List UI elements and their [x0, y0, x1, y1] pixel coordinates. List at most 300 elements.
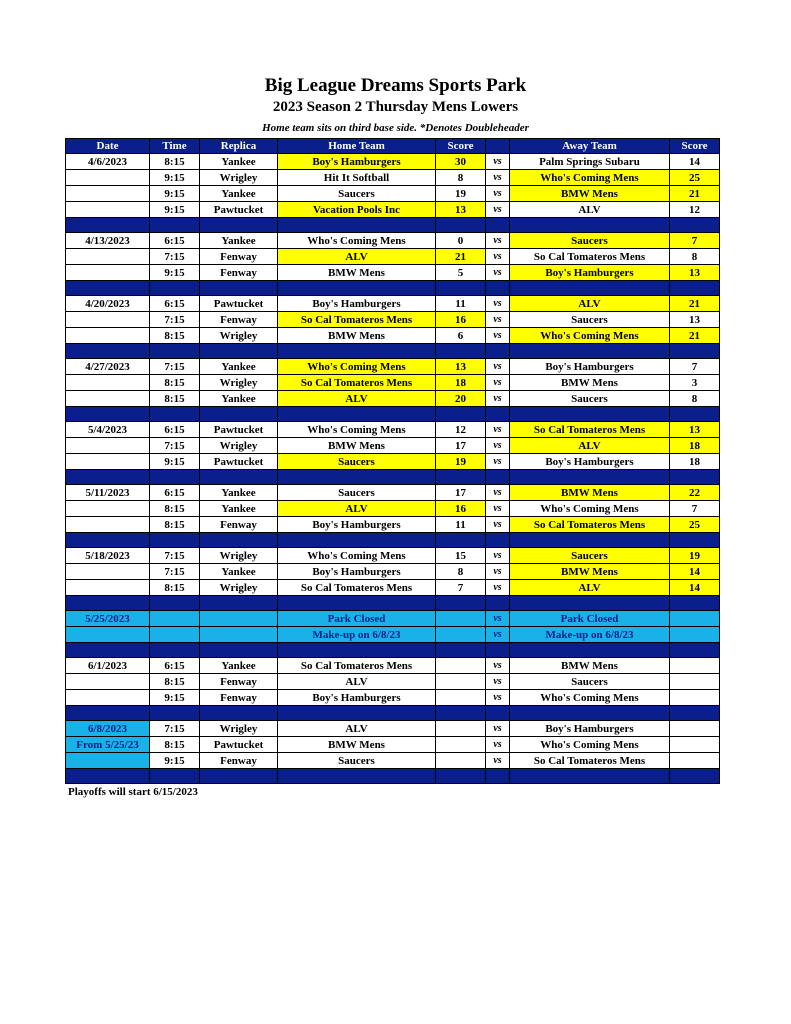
vs-label: vs: [486, 627, 510, 643]
separator-cell: [510, 706, 670, 721]
home-score: 8: [436, 564, 486, 580]
away-team: So Cal Tomateros Mens: [510, 753, 670, 769]
home-team: ALV: [278, 391, 436, 407]
away-team: Boy's Hamburgers: [510, 721, 670, 737]
game-time: [150, 627, 200, 643]
game-row: [66, 753, 720, 769]
game-date: 5/11/2023: [66, 485, 150, 501]
away-team: Park Closed: [510, 611, 670, 627]
separator-cell: [436, 470, 486, 485]
game-time: 9:15: [150, 690, 200, 706]
game-row: [66, 422, 720, 438]
playoffs-note: Playoffs will start 6/15/2023: [68, 786, 198, 798]
away-score: [670, 721, 720, 737]
game-date: [66, 501, 150, 517]
separator-cell: [150, 407, 200, 422]
game-field: Pawtucket: [200, 737, 278, 753]
separator-cell: [670, 470, 720, 485]
away-score: 7: [670, 233, 720, 249]
away-score: 14: [670, 564, 720, 580]
away-team: Who's Coming Mens: [510, 170, 670, 186]
separator-cell: [66, 643, 150, 658]
away-score: [670, 737, 720, 753]
game-field: [200, 627, 278, 643]
col-header-date: Date: [66, 139, 150, 154]
away-score: 3: [670, 375, 720, 391]
separator-cell: [200, 470, 278, 485]
vs-label: vs: [486, 422, 510, 438]
away-team: BMW Mens: [510, 186, 670, 202]
game-date: [66, 438, 150, 454]
separator-cell: [510, 281, 670, 296]
away-score: 8: [670, 391, 720, 407]
home-team: ALV: [278, 674, 436, 690]
vs-label: vs: [486, 186, 510, 202]
separator-cell: [486, 596, 510, 611]
game-time: 8:15: [150, 154, 200, 170]
away-team: BMW Mens: [510, 658, 670, 674]
separator-cell: [510, 470, 670, 485]
away-score: [670, 690, 720, 706]
page-subtitle: 2023 Season 2 Thursday Mens Lowers: [272, 99, 519, 115]
away-team: So Cal Tomateros Mens: [510, 249, 670, 265]
game-row: [66, 580, 720, 596]
game-time: 6:15: [150, 233, 200, 249]
away-team: ALV: [510, 202, 670, 218]
vs-label: vs: [486, 312, 510, 328]
away-score: [670, 753, 720, 769]
home-team: Boy's Hamburgers: [278, 517, 436, 533]
away-team: ALV: [510, 438, 670, 454]
game-time: 8:15: [150, 375, 200, 391]
vs-label: vs: [486, 328, 510, 344]
separator-cell: [200, 344, 278, 359]
separator-cell: [486, 769, 510, 784]
game-row: [66, 690, 720, 706]
game-row: [66, 202, 720, 218]
game-date: [66, 170, 150, 186]
away-score: 14: [670, 580, 720, 596]
game-time: 8:15: [150, 501, 200, 517]
separator-cell: [486, 706, 510, 721]
game-date: 6/8/2023: [66, 721, 150, 737]
col-header-replica: Replica: [200, 139, 278, 154]
game-date: 4/20/2023: [66, 296, 150, 312]
home-score: 21: [436, 249, 486, 265]
separator-cell: [150, 596, 200, 611]
vs-label: vs: [486, 391, 510, 407]
game-row: [66, 154, 720, 170]
away-team: Saucers: [510, 548, 670, 564]
separator-cell: [200, 281, 278, 296]
away-team: So Cal Tomateros Mens: [510, 517, 670, 533]
game-row: [66, 454, 720, 470]
home-team: ALV: [278, 501, 436, 517]
game-row: [66, 296, 720, 312]
home-score: 18: [436, 375, 486, 391]
game-date: [66, 690, 150, 706]
game-time: 9:15: [150, 170, 200, 186]
home-team: Saucers: [278, 454, 436, 470]
home-score: 5: [436, 265, 486, 281]
game-date: [66, 517, 150, 533]
home-score: 13: [436, 359, 486, 375]
game-time: 7:15: [150, 312, 200, 328]
game-field: Wrigley: [200, 721, 278, 737]
separator-cell: [486, 281, 510, 296]
vs-label: vs: [486, 690, 510, 706]
away-score: 7: [670, 359, 720, 375]
away-score: 14: [670, 154, 720, 170]
game-date: 4/27/2023: [66, 359, 150, 375]
away-score: 7: [670, 501, 720, 517]
away-score: 13: [670, 312, 720, 328]
separator-cell: [436, 281, 486, 296]
separator-cell: [66, 281, 150, 296]
away-team: Palm Springs Subaru: [510, 154, 670, 170]
game-field: Fenway: [200, 249, 278, 265]
home-team: BMW Mens: [278, 438, 436, 454]
separator-cell: [150, 533, 200, 548]
week-separator: [66, 470, 720, 485]
game-date: [66, 753, 150, 769]
vs-label: vs: [486, 501, 510, 517]
away-score: 21: [670, 328, 720, 344]
week-separator: [66, 706, 720, 721]
separator-cell: [510, 596, 670, 611]
game-date: [66, 454, 150, 470]
game-row: [66, 170, 720, 186]
game-time: 7:15: [150, 438, 200, 454]
page-title: Big League Dreams Sports Park: [264, 75, 527, 96]
game-field: Yankee: [200, 233, 278, 249]
col-header-home-score: Score: [436, 139, 486, 154]
home-score: 11: [436, 517, 486, 533]
vs-label: vs: [486, 517, 510, 533]
separator-cell: [670, 596, 720, 611]
vs-label: vs: [486, 548, 510, 564]
home-team: So Cal Tomateros Mens: [278, 312, 436, 328]
separator-cell: [486, 218, 510, 233]
week-separator: [66, 769, 720, 784]
away-team: Who's Coming Mens: [510, 501, 670, 517]
separator-cell: [278, 706, 436, 721]
vs-label: vs: [486, 454, 510, 470]
home-team: Who's Coming Mens: [278, 359, 436, 375]
home-score: 12: [436, 422, 486, 438]
game-date: 5/25/2023: [66, 611, 150, 627]
game-row: [66, 249, 720, 265]
game-field: Fenway: [200, 312, 278, 328]
separator-cell: [66, 706, 150, 721]
separator-cell: [436, 643, 486, 658]
game-time: 7:15: [150, 249, 200, 265]
away-team: Saucers: [510, 391, 670, 407]
vs-label: vs: [486, 674, 510, 690]
away-team: Saucers: [510, 674, 670, 690]
game-date: [66, 202, 150, 218]
home-score: [436, 721, 486, 737]
game-field: Pawtucket: [200, 454, 278, 470]
separator-cell: [66, 344, 150, 359]
away-score: 18: [670, 438, 720, 454]
home-team: Boy's Hamburgers: [278, 296, 436, 312]
game-date: 6/1/2023: [66, 658, 150, 674]
game-field: Wrigley: [200, 375, 278, 391]
home-score: 17: [436, 438, 486, 454]
game-row: [66, 312, 720, 328]
separator-cell: [150, 218, 200, 233]
away-team: ALV: [510, 296, 670, 312]
game-field: Fenway: [200, 265, 278, 281]
separator-cell: [200, 769, 278, 784]
vs-label: vs: [486, 249, 510, 265]
home-score: 16: [436, 312, 486, 328]
separator-cell: [278, 344, 436, 359]
game-date: [66, 627, 150, 643]
home-score: 13: [436, 202, 486, 218]
home-score: [436, 753, 486, 769]
game-row: [66, 359, 720, 375]
away-team: Boy's Hamburgers: [510, 265, 670, 281]
vs-label: vs: [486, 265, 510, 281]
game-time: 8:15: [150, 674, 200, 690]
home-team: Park Closed: [278, 611, 436, 627]
vs-label: vs: [486, 485, 510, 501]
schedule-table: [65, 138, 720, 784]
game-time: 8:15: [150, 517, 200, 533]
vs-label: vs: [486, 438, 510, 454]
game-date: [66, 249, 150, 265]
game-time: 7:15: [150, 721, 200, 737]
vs-label: vs: [486, 721, 510, 737]
separator-cell: [150, 706, 200, 721]
separator-cell: [150, 470, 200, 485]
away-score: 8: [670, 249, 720, 265]
away-score: 21: [670, 296, 720, 312]
game-date: [66, 674, 150, 690]
away-team: Make-up on 6/8/23: [510, 627, 670, 643]
away-score: 25: [670, 170, 720, 186]
game-date: [66, 312, 150, 328]
game-time: 9:15: [150, 753, 200, 769]
separator-cell: [66, 769, 150, 784]
game-time: 9:15: [150, 186, 200, 202]
game-date: From 5/25/23: [66, 737, 150, 753]
vs-label: vs: [486, 296, 510, 312]
away-team: Who's Coming Mens: [510, 690, 670, 706]
game-row: [66, 438, 720, 454]
vs-label: vs: [486, 170, 510, 186]
separator-cell: [278, 470, 436, 485]
separator-cell: [66, 470, 150, 485]
separator-cell: [150, 643, 200, 658]
home-team: Boy's Hamburgers: [278, 154, 436, 170]
home-score: [436, 690, 486, 706]
vs-label: vs: [486, 154, 510, 170]
home-team: BMW Mens: [278, 328, 436, 344]
game-field: Pawtucket: [200, 296, 278, 312]
away-score: 19: [670, 548, 720, 564]
game-date: [66, 375, 150, 391]
home-team: Saucers: [278, 485, 436, 501]
separator-cell: [486, 643, 510, 658]
home-team: So Cal Tomateros Mens: [278, 658, 436, 674]
game-field: Pawtucket: [200, 422, 278, 438]
home-score: [436, 674, 486, 690]
game-field: Yankee: [200, 501, 278, 517]
home-score: 6: [436, 328, 486, 344]
game-field: Yankee: [200, 485, 278, 501]
separator-cell: [278, 281, 436, 296]
col-header-away-score: Score: [670, 139, 720, 154]
game-field: Yankee: [200, 186, 278, 202]
separator-cell: [670, 344, 720, 359]
away-team: Boy's Hamburgers: [510, 454, 670, 470]
separator-cell: [278, 643, 436, 658]
schedule-note: Home team sits on third base side. *Denotes Doubleheader: [262, 122, 529, 134]
game-time: 6:15: [150, 422, 200, 438]
game-row: [66, 375, 720, 391]
game-field: Wrigley: [200, 580, 278, 596]
vs-label: vs: [486, 375, 510, 391]
home-score: 11: [436, 296, 486, 312]
game-time: 8:15: [150, 328, 200, 344]
col-header-vs: [486, 139, 510, 154]
home-team: ALV: [278, 721, 436, 737]
home-score: 8: [436, 170, 486, 186]
game-field: Yankee: [200, 391, 278, 407]
game-time: 9:15: [150, 265, 200, 281]
vs-label: vs: [486, 753, 510, 769]
col-header-time: Time: [150, 139, 200, 154]
game-row: [66, 485, 720, 501]
game-row: [66, 737, 720, 753]
vs-label: vs: [486, 233, 510, 249]
separator-cell: [150, 769, 200, 784]
separator-cell: [200, 643, 278, 658]
home-team: BMW Mens: [278, 265, 436, 281]
game-time: 8:15: [150, 580, 200, 596]
game-row: [66, 265, 720, 281]
away-score: 13: [670, 265, 720, 281]
away-score: 18: [670, 454, 720, 470]
away-score: [670, 674, 720, 690]
game-row: [66, 564, 720, 580]
separator-cell: [436, 407, 486, 422]
game-date: 5/4/2023: [66, 422, 150, 438]
home-team: So Cal Tomateros Mens: [278, 375, 436, 391]
game-row: [66, 186, 720, 202]
game-row: [66, 674, 720, 690]
home-score: 17: [436, 485, 486, 501]
game-row: [66, 328, 720, 344]
game-field: Yankee: [200, 359, 278, 375]
separator-cell: [66, 407, 150, 422]
week-separator: [66, 596, 720, 611]
vs-label: vs: [486, 359, 510, 375]
separator-cell: [670, 706, 720, 721]
home-score: 19: [436, 454, 486, 470]
game-date: [66, 564, 150, 580]
away-team: Who's Coming Mens: [510, 737, 670, 753]
home-score: 15: [436, 548, 486, 564]
game-field: Fenway: [200, 517, 278, 533]
home-score: [436, 611, 486, 627]
separator-cell: [436, 706, 486, 721]
separator-cell: [150, 344, 200, 359]
vs-label: vs: [486, 202, 510, 218]
away-team: BMW Mens: [510, 564, 670, 580]
home-score: 30: [436, 154, 486, 170]
home-team: Vacation Pools Inc: [278, 202, 436, 218]
separator-cell: [670, 769, 720, 784]
separator-cell: [510, 218, 670, 233]
home-score: 16: [436, 501, 486, 517]
home-team: BMW Mens: [278, 737, 436, 753]
away-team: Saucers: [510, 233, 670, 249]
game-field: Pawtucket: [200, 202, 278, 218]
home-score: 20: [436, 391, 486, 407]
away-score: 13: [670, 422, 720, 438]
game-date: [66, 186, 150, 202]
home-score: 7: [436, 580, 486, 596]
game-date: [66, 580, 150, 596]
game-field: [200, 611, 278, 627]
vs-label: vs: [486, 737, 510, 753]
separator-cell: [436, 596, 486, 611]
game-field: Yankee: [200, 564, 278, 580]
home-team: Who's Coming Mens: [278, 233, 436, 249]
separator-cell: [436, 533, 486, 548]
away-score: [670, 658, 720, 674]
separator-cell: [278, 218, 436, 233]
home-team: Who's Coming Mens: [278, 548, 436, 564]
game-field: Fenway: [200, 690, 278, 706]
home-team: So Cal Tomateros Mens: [278, 580, 436, 596]
home-score: [436, 627, 486, 643]
game-row: [66, 548, 720, 564]
game-row: [66, 658, 720, 674]
separator-cell: [510, 344, 670, 359]
week-separator: [66, 218, 720, 233]
home-team: ALV: [278, 249, 436, 265]
game-time: 7:15: [150, 564, 200, 580]
game-field: Wrigley: [200, 170, 278, 186]
game-row: [66, 233, 720, 249]
separator-cell: [150, 281, 200, 296]
week-separator: [66, 533, 720, 548]
home-score: [436, 737, 486, 753]
home-team: Saucers: [278, 753, 436, 769]
separator-cell: [66, 533, 150, 548]
home-team: Who's Coming Mens: [278, 422, 436, 438]
home-score: 0: [436, 233, 486, 249]
separator-cell: [510, 533, 670, 548]
away-score: 25: [670, 517, 720, 533]
separator-cell: [510, 643, 670, 658]
col-header-home-team: Home Team: [278, 139, 436, 154]
game-row: [66, 517, 720, 533]
separator-cell: [200, 596, 278, 611]
separator-cell: [486, 470, 510, 485]
separator-cell: [670, 281, 720, 296]
separator-cell: [278, 596, 436, 611]
game-time: 7:15: [150, 359, 200, 375]
game-row: [66, 391, 720, 407]
separator-cell: [436, 218, 486, 233]
game-row: [66, 611, 720, 627]
